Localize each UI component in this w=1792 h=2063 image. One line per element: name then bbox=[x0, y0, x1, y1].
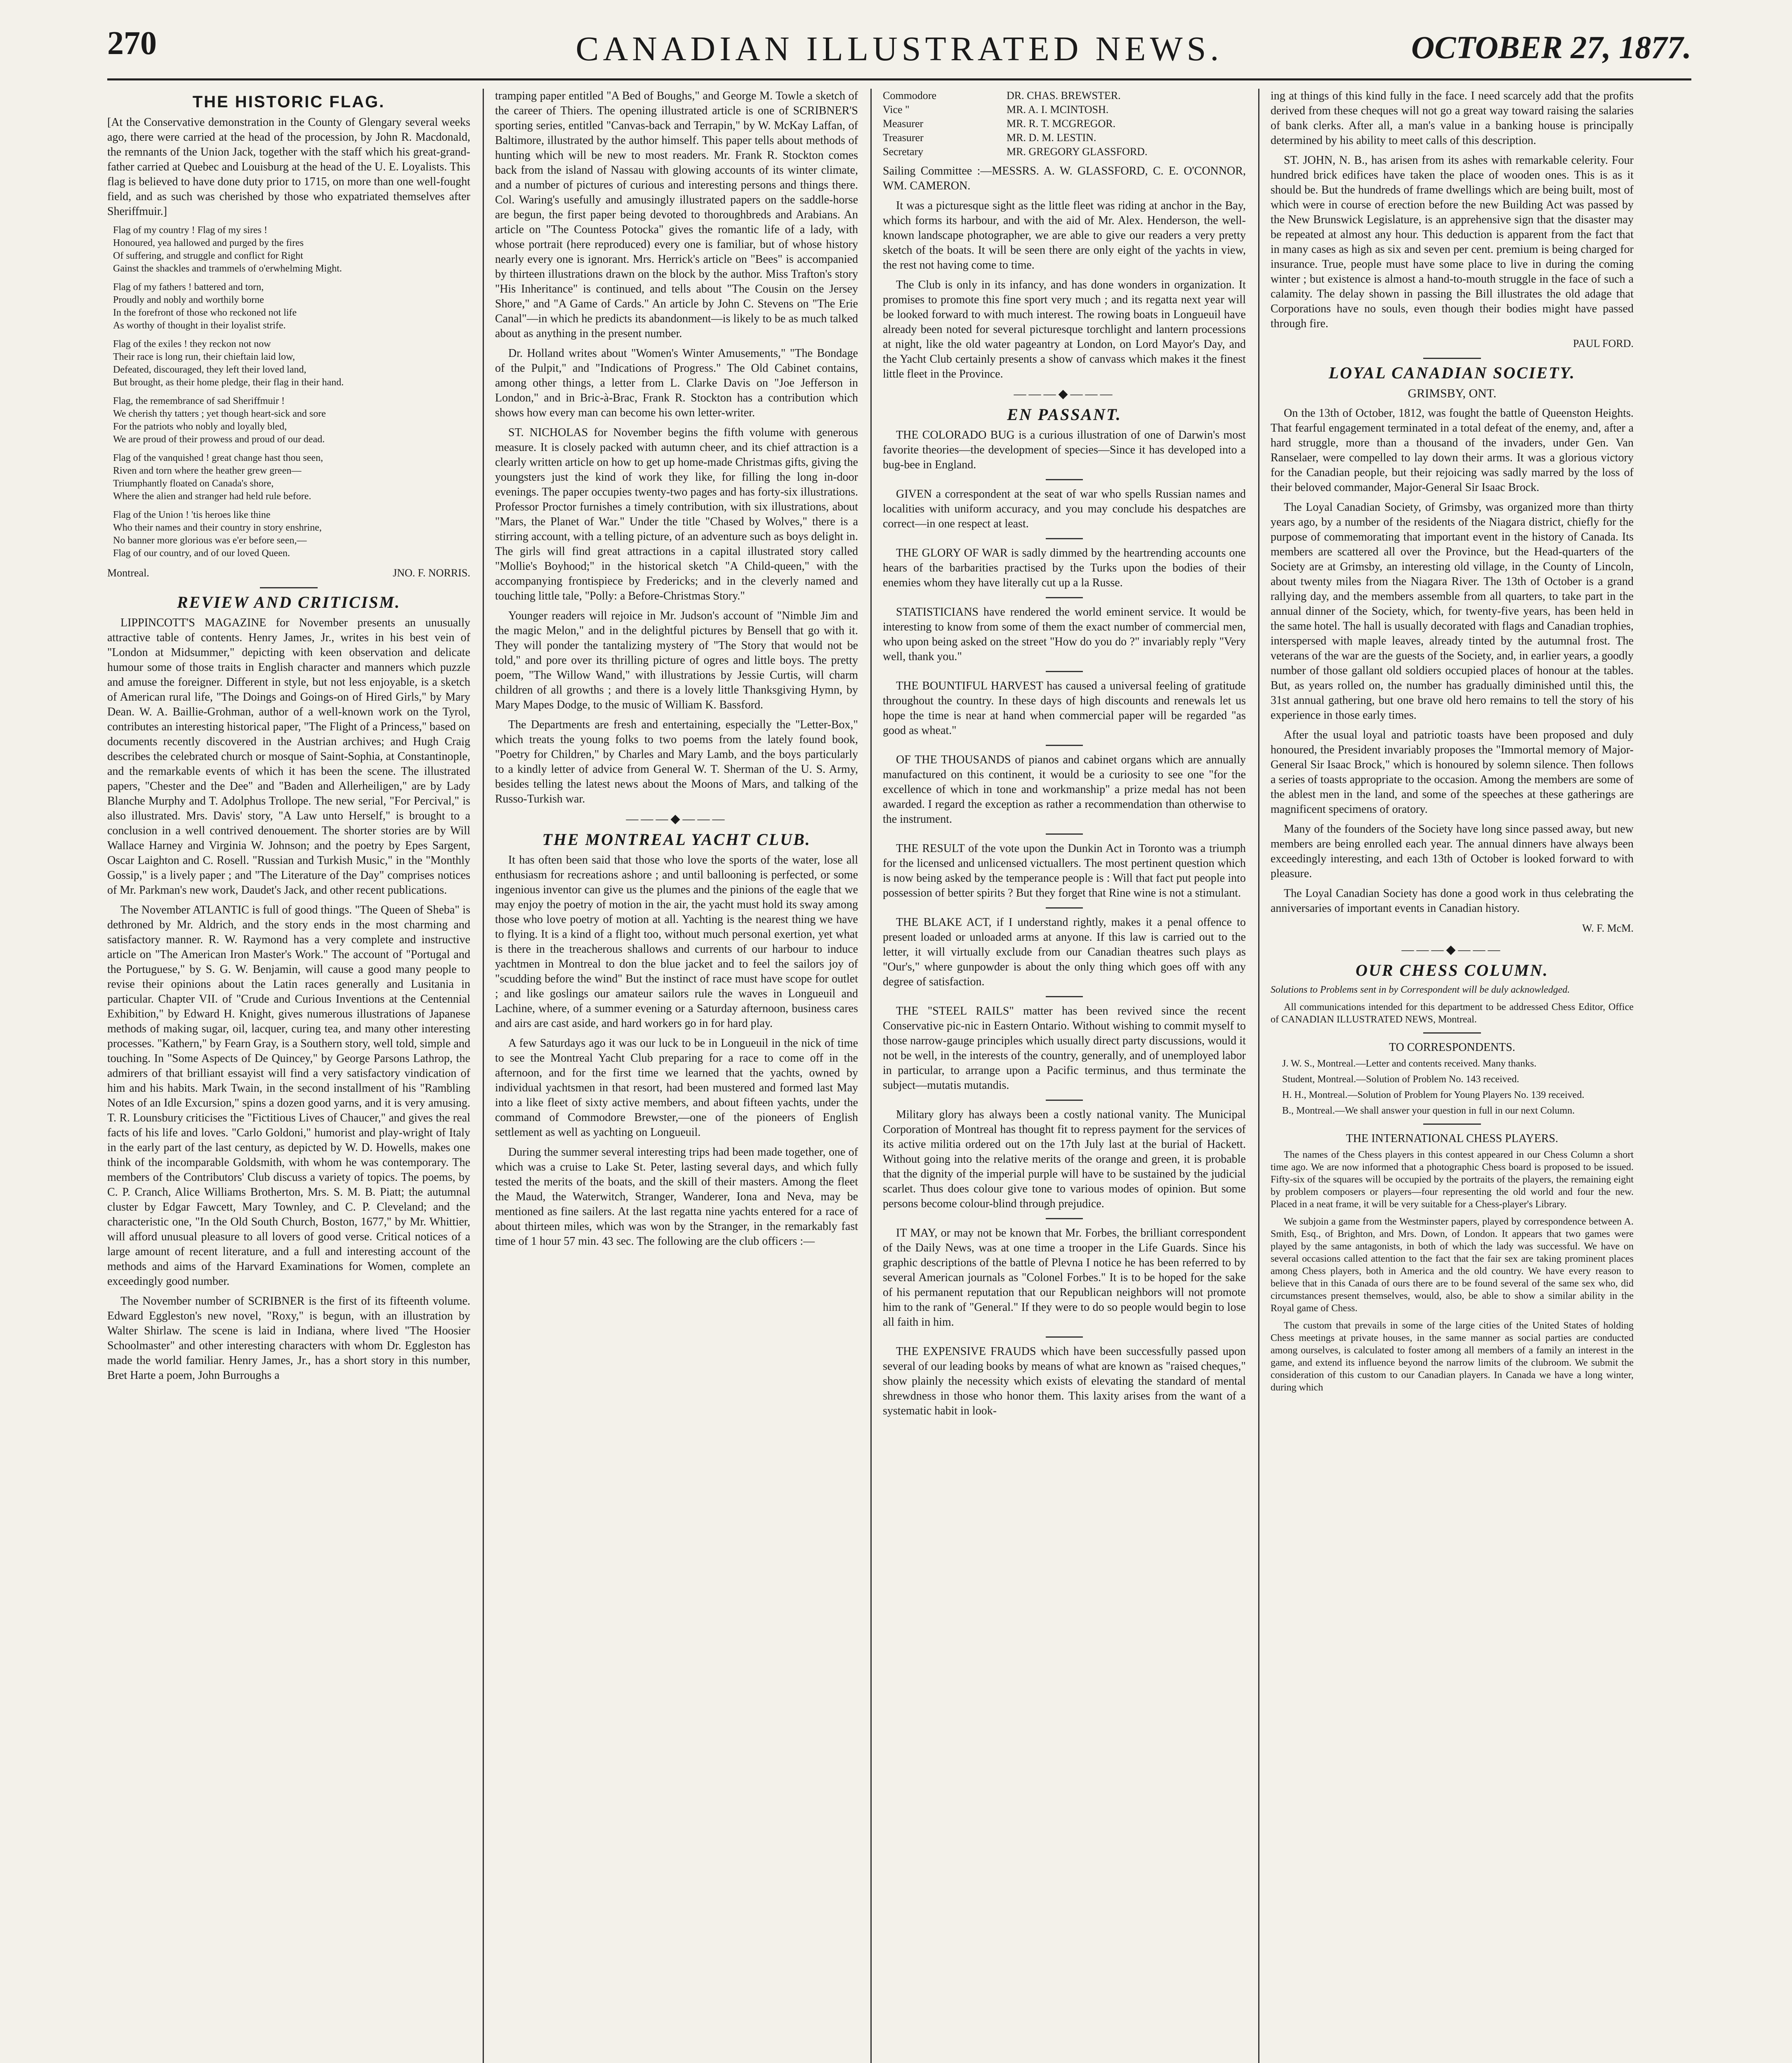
column-4 bbox=[1271, 89, 1634, 2063]
poem-line: Flag, the remembrance of sad Sheriffmuir ! bbox=[113, 396, 285, 406]
poem-line: Flag of the exiles ! they reckon not now bbox=[113, 339, 271, 349]
review-paragraph: Dr. Holland writes about "Women's Winter Amusements," "The Bondage of the Pulpit," and "Indications of Progress." The Old Cabinet contains, among other things, a letter from L. Clarke Davis on "Joe Jefferson in London," and in Bric-à-Brac, Frank R. Stockton has a contribution which shows how every man can become his own letter-writer. bbox=[495, 347, 858, 419]
sailing-committee: Sailing Committee :—MESSRS. A. W. GLASSFORD, C. E. O'CONNOR, WM. CAMERON. bbox=[883, 165, 1246, 192]
poem-line: But brought, as their home pledge, their flag in their hand. bbox=[113, 377, 344, 388]
divider bbox=[1423, 1032, 1481, 1034]
en-passant-paragraph: STATISTICIANS have rendered the world eminent service. It would be interesting to know from some of them the exact number of commercial men, who upon being asked on the street "How do you do ?" invariably reply "Very well, thank you." bbox=[883, 606, 1246, 663]
column-rule bbox=[1258, 89, 1259, 2063]
poem-stanza bbox=[113, 224, 470, 275]
yacht-paragraph: During the summer several interesting trips had been made together, one of which was a cruise to Lake St. Peter, lasting several days, and which fully tested the merits of the boats, and the skill of their masters. Among the fleet the Maud, the Waterwitch, Stranger, Wanderer, Iona and Neva, may be mentioned as fine sailers. At the last regatta nine yachts entered for a race of about thirteen miles, which was won by the Stranger, in the remarkably fast time of 1 hour 57 min. 43 sec. The following are the club officers :— bbox=[495, 1146, 858, 1248]
en-passant-paragraph: IT MAY, or may not be known that Mr. Forbes, the brilliant correspondent of the Daily News, was at one time a trooper in the Life Guards. Since his graphic descriptions of the battle of Plevna I notice he has been referred to by several American journals as "Colonel Forbes." It is to be hoped for the sake of his permanent reputation that our Republican neighbors will not promote him to the rank of "General." If they were to do so people would begin to lose all faith in him. bbox=[883, 1227, 1246, 1329]
column-2 bbox=[495, 89, 858, 2063]
society-signature bbox=[1271, 921, 1634, 936]
yacht-paragraph: A few Saturdays ago it was our luck to be in Longueuil in the nick of time to see the Montreal Yacht Club preparing for a race to come off in the afternoon, and for the first time we learned that the yachts, owned by individual yachtsmen in that resort, had been mustered and formed last May into a like fleet of sixty active members, and about fifteen yachts, under the command of Commodore Brewster,—one of the pioneers of English settlement as well as yachting on Longueuil. bbox=[495, 1037, 858, 1139]
divider bbox=[1046, 597, 1083, 598]
review-paragraph: Younger readers will rejoice in Mr. Judson's account of "Nimble Jim and the magic Melon," and in the delightful pictures by Bensell that go with it. They will ponder the tantalizing mystery of "The Story that would not be told," and pore over its thrilling picture of ogres and little boys. The pretty poem, "The Willow Wand," with illustrations by Jessie Curtis, will charm children of all growths ; and there is a lovely little Thanksgiving Hymn, by Mary Mapes Dodge, to the music of William K. Bassford. bbox=[495, 609, 858, 711]
en-passant-paragraph: ing at things of this kind fully in the face. I need scarcely add that the profits derived from these cheques will not go a great way toward raising the salaries of bank clerks. After all, a man's value in a banking house is principally determined by his ability to meet calls of this description. bbox=[1271, 90, 1634, 147]
divider bbox=[1046, 996, 1083, 997]
masthead bbox=[107, 17, 1691, 80]
column-3 bbox=[883, 89, 1246, 2063]
poem-stanza bbox=[113, 395, 470, 446]
flag-place: Montreal. bbox=[107, 567, 149, 579]
society-paragraph: On the 13th of October, 1812, was fought the battle of Queenston Heights. That fearful engagement terminated in a total defeat of the enemy, and, after a hard struggle, more than a thousand of the invaders, under Gen. Van Ranselaer, were compelled to lay down their arms. It was a glorious victory for the Canadian people, but their rejoicing was sadly marred by the loss of their beloved commander, Major-General Sir Isaac Brock. bbox=[1271, 407, 1634, 494]
poem-line: Where the alien and stranger had held rule before. bbox=[113, 491, 311, 502]
flag-title: THE HISTORIC FLAG. bbox=[192, 93, 385, 111]
paper-title: CANADIAN ILLUSTRATED NEWS. bbox=[575, 30, 1223, 68]
en-passant-paragraph: THE "STEEL RAILS" matter has been revived since the recent Conservative pic-nic in Eastern Ontario. Without wishing to commit myself to those narrow-gauge principles which usually direct party discussions, would it not be well, in the interests of the country, generally, and of unemployed labor in particular, to arrange upon a Pacific terminus, and thus terminate the subject—mutatis mutandis. bbox=[883, 1005, 1246, 1092]
en-passant-paragraph: OF THE THOUSANDS of pianos and cabinet organs which are annually manufactured on this continent, it would be a curiosity to see one "for the excellence of which in tone and workmanship" a prize medal has not been awarded. I regard the exception as rather a recommendation than otherwise to the instrument. bbox=[883, 753, 1246, 826]
poem-stanza bbox=[113, 338, 470, 389]
poem-line: We cherish thy tatters ; yet though heart-sick and sore bbox=[113, 408, 326, 419]
divider bbox=[1046, 833, 1083, 835]
correspondent-reply: B., Montreal.—We shall answer your question in full in our next Column. bbox=[1282, 1105, 1575, 1116]
society-paragraph: The Loyal Canadian Society, of Grimsby, was organized more than thirty years ago, by a number of the residents of the Niagara district, chiefly for the purpose of commemorating that important event in the history of Canada. Its members are scattered all over the Province, but the Head-quarters of the Society are at Grimsby, an interesting old village, in the County of Lincoln, about twenty miles from the Niagara River. The 13th of October is a grand rallying day, and the members assemble from all quarters, to take part in the annual dinner of the Society, which, for twenty-five years, has been held in the same hotel. The hall is usually decorated with flags and Canadian trophies, interspersed with maple leaves, already tinted by the autumnal frost. The veterans of the war are the guests of the Society, and, in earlier years, a goodly number of those gallant old soldiers occupied places of honour at the tables. But, as years rolled on, the number has gradually diminished until this, the 31st annual gathering, but one brave old hero remains to tell the story of his experience in those early times. bbox=[1271, 501, 1634, 722]
poem-line: Gainst the shackles and trammels of o'erwhelming Might. bbox=[113, 263, 342, 274]
correspondent-reply: H. H., Montreal.—Solution of Problem for Young Players No. 139 received. bbox=[1282, 1090, 1585, 1100]
chess-address: All communications intended for this department to be addressed Chess Editor, Office of CANADIAN ILLUSTRATED NEWS, Montreal. bbox=[1271, 1002, 1634, 1025]
review-paragraph: The November ATLANTIC is full of good things. "The Queen of Sheba" is dethroned by Mr. Aldrich, and the story ends in the most charming and satisfactory manner. R. W. Raymond has a very complete and instructive article on "The American Iron Master's Work." The account of "Portugal and the Portuguese," by S. G. W. Benjamin, will cause a good many people to revise their opinions about the Latin races generally and Lusitania in particular. Chapter VII. of "Crude and Curious Inventions at the Centennial Exhibition," by Edward H. Knight, gives numerous illustrations of Japanese methods of making sugar, oil, lacquer, curing tea, and many other interesting processes. "Kathern," by Fearn Gray, is a Southern story, well told, simple and touching. In "Some Aspects of De Quincey," by George Parsons Lathrop, the admirers of that brilliant essayist will find a very satisfactory vindication of him and his habits. Mark Twain, in the second installment of his "Rambling Notes of an Idle Excursion," spins a dozen good yarns, and it is very amusing. T. R. Lounsbury criticises the "Fictitious Lives of Chaucer," and gives the real facts of his life and loves. "Carlo Goldoni," humorist and play-wright of Italy in the early part of the last century, as depicted by W. D. Howells, makes one think of the incomparable Goldsmith, with whom he was contemporary. The members of the Contributors' Club discuss a variety of topics. The poems, by C. P. Cranch, Alice Williams Brotherton, Mrs. S. M. B. Piatt; the autumnal cluster by Edgar Fawcett, Mary Townley, and C. P. Cleveland; and the characteristic one, "In the Old South Church, Boston, 1677," by Mr. Whittier, will afford unusual pleasure to all lovers of good verse. Critical notices of a large amount of recent literature, and a full and interesting account of the methods and aims of the Harvard Examinations for Women, complete an exceedingly good number. bbox=[107, 904, 470, 1288]
poem-line: Of suffering, and struggle and conflict for Right bbox=[113, 250, 303, 261]
officer-role: Vice " bbox=[883, 104, 910, 116]
officer-role: Measurer bbox=[883, 118, 924, 130]
chess-paragraph: The names of the Chess players in this contest appeared in our Chess Column a short time ago. We are now informed that a photographic Chess board is proposed to be issued. Fifty-six of the squares will be occupied by the portraits of the players, the remaining eight by problem composers or players—four representing the old world and four the new. Placed in a neat frame, it will be very suitable for a Chess-player's Library. bbox=[1271, 1150, 1634, 1210]
poem-line: Riven and torn where the heather grew green— bbox=[113, 465, 302, 476]
column-1 bbox=[107, 89, 470, 2063]
officers-list bbox=[883, 89, 1246, 159]
poem-line: Proudly and nobly and worthily borne bbox=[113, 295, 264, 305]
officer-row bbox=[883, 117, 1246, 131]
yacht-paragraph: It has often been said that those who love the sports of the water, lose all enthusiasm for recreations ashore ; and until ballooning is perfected, or some ingenious inventor can give us the plumes and the pinions of the eagle that we may enjoy the poetry of motion in the air, the yacht must hold its sway among those who love poetry of motion at all. Yachting is the nearest thing we have to flying. It is a kind of a flight too, without much personal exertion, yet what is there in the treacherous shallows and currents of our harbour to induce yachtmen in Montreal to don the blue jacket and to feel the sailors joy of "scudding before the wind" But the instinct of race must have scope for outlet ; and like goslings our amateur sailors rule the waves in Longueuil and Lachine, where, of a summer evening or a Saturday afternoon, business cares and airs are cast aside, and hard workers go in for hard play. bbox=[495, 854, 858, 1030]
society-title: LOYAL CANADIAN SOCIETY. bbox=[1328, 364, 1576, 382]
column-rule bbox=[870, 89, 872, 2063]
divider bbox=[1046, 671, 1083, 672]
en-passant-paragraph: THE RESULT of the vote upon the Dunkin Act in Toronto was a triumph for the licensed and unlicensed victuallers. The most pertinent question which is now being asked by the temperance people is : Will that fact put people into possession of better spirits ? But they forget that Rine wine is not a stimulant. bbox=[883, 842, 1246, 899]
yacht-paragraph: The Club is only in its infancy, and has done wonders in organization. It promises to promote this fine sport very much ; and its regatta next year will be looked forward to with much interest. The rowing boats in Longueuil have already been noted for several picturesque torchlight and lantern processions at night, like the old water pageantry at London, on Lord Mayor's Day, and the Yacht Club certainly presents a show of canvass which makes it the finest little fleet in the Province. bbox=[883, 279, 1246, 380]
society-paragraph: After the usual loyal and patriotic toasts have been proposed and duly honoured, the President invariably proposes the "Immortal memory of Major-General Sir Isaac Brock," which is honoured by solemn silence. Then follows a series of toasts appropriate to the occasion. Among the members are some of the ablest men in the land, and some of the speeches at these gatherings are magnificent specimens of oratory. bbox=[1271, 729, 1634, 816]
officer-name: MR. A. I. MCINTOSH. bbox=[1007, 104, 1109, 116]
society-paragraph: Many of the founders of the Society have long since passed away, but new members are being enrolled each year. The annual dinners have always been exceedingly interesting, and each 13th of October is looked forward to with pleasure. bbox=[1271, 823, 1634, 880]
divider bbox=[1423, 1124, 1481, 1125]
en-passant-paragraph: Military glory has always been a costly national vanity. The Municipal Corporation of Montreal has thought fit to repress payment for the services of its active militia ordered out on the 17th July last at the burial of Hackett. Without going into the relative merits of the orange and green, it is probable that the dignity of the imperial purple will have to be sustained by the judicial scarlet. Thus does colour give tone to various modes of opinion. But some persons become colour-blind through prejudice. bbox=[883, 1108, 1246, 1210]
officer-row bbox=[883, 103, 1246, 117]
issue-date: OCTOBER 27, 1877. bbox=[1411, 29, 1691, 65]
poem-stanza bbox=[113, 509, 470, 560]
officer-role: Secretary bbox=[883, 146, 924, 158]
review-paragraph: The Departments are fresh and entertaining, especially the "Letter-Box," which treats the young folks to two poems from the lately found book, "Poetry for Children," by Charles and Mary Lamb, and the boys particularly to a kindly letter of advice from General W. T. Sherman of the U. S. Army, besides telling the latest news about the Moons of Mars, and talking of the Russo-Turkish war. bbox=[495, 718, 858, 805]
poem-line: Their race is long run, their chieftain laid low, bbox=[113, 352, 295, 362]
poem-line: As worthy of thought in their loyalist strife. bbox=[113, 320, 286, 331]
correspondent-reply: Student, Montreal.—Solution of Problem No. 143 received. bbox=[1282, 1074, 1519, 1085]
section-ornament: ―――◆――― bbox=[626, 812, 727, 826]
en-passant-signature bbox=[1271, 336, 1634, 351]
officer-name: DR. CHAS. BREWSTER. bbox=[1007, 90, 1121, 101]
review-paragraph: tramping paper entitled "A Bed of Boughs," and George M. Towle a sketch of the career of Thiers. The opening illustrated article is one of SCRIBNER'S sporting series, entitled "Canvas-back and Terrapin," by W. McKay Laffan, of Baltimore, illustrated by the author himself. This paper tells about methods of hunting which will be new to most readers. Mr. Frank R. Stockton comes back from the island of Nassau with glowing accounts of its winter climate, and a number of pictures of curious and interesting persons and things there. Col. Waring's usefully and amusingly illustrated papers on the saddle-horse are begun, the first paper being devoted to thoroughbreds and Arabians. An article on "The Countess Potocka" gives the romantic life of a lady, with whose portrait (here reproduced) every one is familiar, but of whose history nearly every one is ignorant. Mrs. Herrick's article on "Bees" is accompanied by thirteen illustrations drawn on the block by the author. Miss Trafton's story "His Inheritance" is continued, and tells about "The Cousin on the Jersey Shore," and "A Game of Cards." An article by John C. Stevens on "The Erie Canal"—in which he predicts its abandonment—is likely to be as much talked about as anything in the present number. bbox=[495, 90, 858, 340]
divider bbox=[1423, 358, 1481, 359]
poem-stanza bbox=[113, 281, 470, 332]
correspondents-title: TO CORRESPONDENTS. bbox=[1389, 1041, 1515, 1054]
poem-line: Flag of our country, and of our loved Queen. bbox=[113, 548, 290, 559]
review-paragraph: The November number of SCRIBNER is the first of its fifteenth volume. Edward Eggleston's new novel, "Roxy," is begun, with an illustration by Walter Shirlaw. The scene is laid in Indiana, where lived "The Hoosier Schoolmaster" and other interesting characters with whom Dr. Eggleston has made the world familiar. Henry James, Jr., has a short story in this number, Bret Harte a poem, John Burroughs a bbox=[107, 1295, 470, 1382]
poem-line: Flag of the vanquished ! great change hast thou seen, bbox=[113, 453, 323, 463]
en-passant-paragraph: THE EXPENSIVE FRAUDS which have been successfully passed upon several of our leading books by means of what are known as "raised cheques," show plainly the necessity which exists of elevating the standard of mental shrewdness in those who honor them. This laxity arises from the want of a systematic habit in look- bbox=[883, 1345, 1246, 1417]
divider bbox=[1046, 1100, 1083, 1101]
society-place: GRIMSBY, ONT. bbox=[1408, 387, 1497, 400]
correspondent-reply: J. W. S., Montreal.—Letter and contents received. Many thanks. bbox=[1282, 1058, 1537, 1069]
poem-line: For the patriots who nobly and loyally bled, bbox=[113, 421, 287, 432]
poem-line: We are proud of their prowess and proud of our dead. bbox=[113, 434, 325, 445]
en-passant-author: PAUL FORD. bbox=[1573, 338, 1634, 349]
officer-row bbox=[883, 89, 1246, 103]
poem-line: In the forefront of those who reckoned not life bbox=[113, 307, 297, 318]
review-paragraph: ST. NICHOLAS for November begins the fifth volume with generous measure. It is closely packed with autumn cheer, and its chief attraction is a clearly written article on how to get up home-made Christmas gifts, giving the youngsters just the kind of work they like, for filling the long in-door evenings. The paper occupies twenty-two pages and has forty-six illustrations. Professor Proctor furnishes a timely contribution, with six illustrations, about "Mars, the Planet of War." Under the title "Chased by Wolves," there is a stirring account, with a telling picture, of an adventure such as boys delight in. The girls will find great attractions in a capital illustrated story called "Mollie's Boyhood;" in the historical sketch "A Child-queen," with the accompanying frontispiece by Fredericks; and in the cleverly named and touching little tale, "Polly: a Before-Christmas Story." bbox=[495, 426, 858, 602]
poem-line: No banner more glorious was e'er before seen,— bbox=[113, 535, 307, 546]
poem-line: Flag of the Union ! 'tis heroes like thine bbox=[113, 510, 271, 520]
poem-line: Triumphantly floated on Canada's shore, bbox=[113, 478, 274, 489]
divider bbox=[260, 587, 318, 588]
poem-line: Honoured, yea hallowed and purged by the fires bbox=[113, 238, 304, 248]
chess-notice: Solutions to Problems sent in by Correspondent will be duly acknowledged. bbox=[1271, 984, 1570, 995]
column-rule bbox=[483, 89, 484, 2063]
society-paragraph: The Loyal Canadian Society has done a good work in thus celebrating the anniversaries of important events in Canadian history. bbox=[1271, 887, 1634, 915]
yacht-paragraph: It was a picturesque sight as the little fleet was riding at anchor in the Bay, which forms its harbour, and with the aid of Mr. Alex. Henderson, the well-known landscape photographer, we are able to give our readers a very pretty sketch of the boats. It will be seen there are only eight of the yachts in view, the rest not having come to time. bbox=[883, 199, 1246, 271]
yacht-title: THE MONTREAL YACHT CLUB. bbox=[542, 830, 811, 849]
review-title: REVIEW AND CRITICISM. bbox=[177, 593, 401, 611]
en-passant-paragraph: THE BLAKE ACT, if I understand rightly, makes it a penal offence to present loaded or unloaded arms at anyone. If this law is carried out to the letter, it will virtually exclude from our Canadian theatres such plays as "Our's," where gunpowder is about the only thing which goes off with any degree of satisfaction. bbox=[883, 916, 1246, 988]
society-author: W. F. McM. bbox=[1582, 922, 1634, 934]
section-ornament: ―――◆――― bbox=[1401, 943, 1503, 956]
divider bbox=[1046, 907, 1083, 909]
divider bbox=[1046, 745, 1083, 746]
en-passant-paragraph: THE BOUNTIFUL HARVEST has caused a universal feeling of gratitude throughout the country. In these days of high discounts and renewals let us hope the time is near at hand when commercial paper will be regarded "as good as wheat." bbox=[883, 680, 1246, 737]
chess-title: OUR CHESS COLUMN. bbox=[1356, 961, 1549, 980]
review-paragraph: LIPPINCOTT'S MAGAZINE for November presents an unusually attractive table of contents. Henry James, Jr., writes in his best vein of "London at Midsummer," depicting with keen observation and delicate humour some of those traits in English character and manners which puzzle and amuse the foreigner. Different in style, but not less enjoyable, is a sketch of American rural life, "The Doings and Goings-on of Hired Girls," by Mary Dean. W. A. Baillie-Grohman, author of a well-known work on the Tyrol, contributes an interesting historical paper, "The Flight of a Princess," based on documents recently discovered in the Austrian archives; and Hugh Craig describes the celebrated church or mosque of Saint-Sophia, at Constantinople, and the remarkable events of which it has been the scene. The illustrated papers, "Chester and the Dee" and "Baden and Allerheiligen," are by Lady Blanche Murphy and T. Adolphus Trollope. The new serial, "For Percival," is also illustrated. Mrs. Davis' story, "A Law unto Herself," is brought to a conclusion in a well contrived denouement. The shorter stories are by Will Wallace Harney and Virginia W. Johnson; and the poetry by Epes Sargent, Oscar Laighton and C. Rosell. "Russian and Turkish Music," in the "Monthly Gossip," is a lively paper ; and "The Literature of the Day" comprises notices of Mr. Parkman's new work, Daudet's Jack, and other recent publications. bbox=[107, 616, 470, 897]
divider bbox=[1046, 1218, 1083, 1219]
divider bbox=[1046, 1336, 1083, 1338]
officer-role: Commodore bbox=[883, 90, 936, 101]
officer-role: Treasurer bbox=[883, 132, 924, 144]
chess-paragraph: We subjoin a game from the Westminster papers, played by correspondence between A. Smith, Esq., of Brighton, and Mrs. Down, of London. It appears that two games were played by the same antagonists, in both of which the lady was successful. We have on several occasions called attention to the fact that the fair sex are taking prominent places among Chess players, both in America and the old country. We have every reason to believe that in this Canada of ours there are to be found several of the same sex who, did circumstances present themselves, would, also, be able to show a similar ability in the Royal game of Chess. bbox=[1271, 1216, 1634, 1314]
en-passant-paragraph: ST. JOHN, N. B., has arisen from its ashes with remarkable celerity. Four hundred brick edifices have taken the place of wooden ones. This is as it should be. But the hundreds of frame dwellings which are being built, most of which were in course of erection before the new Building Act was passed by the New Brunswick Legislature, is an apprehensive sign that the disaster may be repeated at almost any hour. This deduction is apparent from the fact that in many cases as high as six and seven per cent. premium is being charged for insurance. True, people must have some place to live in during the coming winter ; but existence is almost a hand-to-mouth struggle in the face of such a calamity. The delay shown in passing the Bill illustrates the old adage that Corporations have no souls, even though their bodies might have passed through fire. bbox=[1271, 154, 1634, 330]
poem-line: Defeated, discouraged, they left their loved land, bbox=[113, 364, 307, 375]
flag-signature bbox=[107, 566, 470, 581]
page-number: 270 bbox=[107, 25, 157, 61]
flag-poem bbox=[113, 224, 470, 560]
poem-line: Flag of my country ! Flag of my sires ! bbox=[113, 225, 267, 236]
chess-paragraph: The custom that prevails in some of the large cities of the United States of holding Chess meetings at private houses, in the same manner as social parties are conducted among ourselves, is calculated to foster among all members of a family an interest in the game, and extend its influence beyond the narrow limits of the clubroom. We submit the consideration of this custom to our Canadian players. In Canada we have a long winter, during which bbox=[1271, 1320, 1634, 1393]
officer-row bbox=[883, 145, 1246, 159]
divider bbox=[1046, 538, 1083, 539]
officer-name: MR. GREGORY GLASSFORD. bbox=[1007, 146, 1148, 158]
officer-row bbox=[883, 131, 1246, 145]
en-passant-items bbox=[883, 428, 1246, 1419]
officer-name: MR. D. M. LESTIN. bbox=[1007, 132, 1096, 144]
international-title: THE INTERNATIONAL CHESS PLAYERS. bbox=[1346, 1132, 1559, 1145]
poem-line: Who their names and their country in story enshrine, bbox=[113, 522, 322, 533]
en-passant-paragraph: GIVEN a correspondent at the seat of war who spells Russian names and localities with uniform accuracy, and you may conclude his despatches are correct—in one respect at least. bbox=[883, 488, 1246, 530]
correspondents-list bbox=[1271, 1057, 1634, 1117]
poem-line: Flag of my fathers ! battered and torn, bbox=[113, 282, 264, 293]
flag-intro: [At the Conservative demonstration in the County of Glengary several weeks ago, there were carried at the head of the procession, by John R. Macdonald, the remnants of the Union Jack, together with the staff which his great-grand-father carried at Quebec and Louisburg at the head of the U. E. Loyalists. This flag is believed to have done duty prior to 1715, on more than one well-fought field, and as such was cherished by those who expatriated themselves after Sheriffmuir.] bbox=[107, 116, 470, 218]
divider bbox=[1046, 479, 1083, 480]
officer-name: MR. R. T. MCGREGOR. bbox=[1007, 118, 1116, 130]
en-passant-title: EN PASSANT. bbox=[1007, 405, 1122, 424]
en-passant-paragraph: THE GLORY OF WAR is sadly dimmed by the heartrending accounts one hears of the barbarities practised by the Turks upon the bodies of their enemies whom they have literally cut up a la Russe. bbox=[883, 547, 1246, 589]
en-passant-paragraph: THE COLORADO BUG is a curious illustration of one of Darwin's most favorite theories—the development of species—Since it has developed into a bug-bee in England. bbox=[883, 429, 1246, 471]
flag-author: JNO. F. NORRIS. bbox=[393, 567, 470, 579]
poem-stanza bbox=[113, 452, 470, 503]
section-ornament: ―――◆――― bbox=[1014, 387, 1115, 401]
